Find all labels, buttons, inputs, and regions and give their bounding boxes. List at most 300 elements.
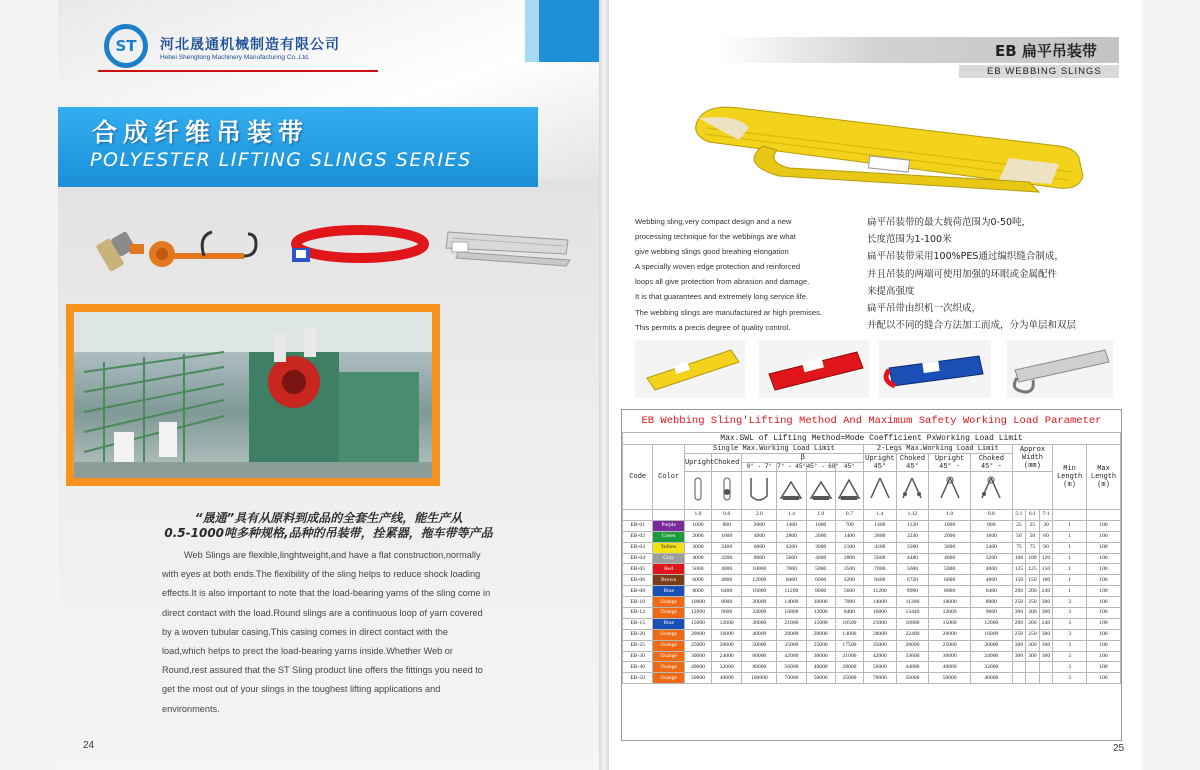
row-load-value: 40000 <box>970 673 1012 684</box>
row-width-value: 250 <box>1012 597 1026 608</box>
row-load-value: 3000 <box>684 542 711 553</box>
row-load-value: 20000 <box>806 629 835 640</box>
row-color: Orange <box>653 673 685 684</box>
header-two-choked-1-angle: 45° <box>906 462 919 471</box>
row-width-value: 300 <box>1039 629 1053 640</box>
row-load-value: 1400 <box>864 520 897 531</box>
row-load-value: 6400 <box>970 586 1012 597</box>
coefficient: 2.0 <box>742 510 777 521</box>
row-load-value: 21000 <box>777 618 806 629</box>
row-width-value: 300 <box>1039 608 1053 619</box>
row-load-value: 4000 <box>970 564 1012 575</box>
row-load-value: 6000 <box>742 542 777 553</box>
header-two-upright-1-label: Upright <box>865 454 895 463</box>
row-color: Yellow <box>653 542 685 553</box>
row-load-value: 6400 <box>711 586 741 597</box>
row-load-value: 6000 <box>929 575 971 586</box>
row-min-length: 1 <box>1053 531 1087 542</box>
row-max-length: 100 <box>1086 651 1120 662</box>
row-load-value: 4800 <box>970 575 1012 586</box>
ratio: 6:1 <box>1026 510 1040 521</box>
divider <box>98 70 378 72</box>
left-page <box>58 0 599 770</box>
row-code: EB-40 <box>623 662 653 673</box>
table-row <box>623 531 1121 542</box>
table-row <box>623 651 1121 662</box>
row-color: Blue <box>653 618 685 629</box>
row-load-value: 14000 <box>835 629 863 640</box>
row-load-value: 4000 <box>806 553 835 564</box>
row-load-value: 4000 <box>742 531 777 542</box>
coefficient: 0.7 <box>835 510 863 521</box>
row-load-value: 12000 <box>929 608 971 619</box>
row-load-value: 2240 <box>896 531 929 542</box>
row-width-value: 180 <box>1039 575 1053 586</box>
row-width-value: 90 <box>1039 542 1053 553</box>
row-load-value: 2000 <box>684 531 711 542</box>
row-load-value: 40000 <box>806 662 835 673</box>
row-load-value: 40000 <box>711 673 741 684</box>
coefficient-spacer <box>653 510 685 521</box>
body-line: get the most out of your slings in the toughest lifting applications and <box>162 684 441 695</box>
row-width-value: 240 <box>1039 586 1053 597</box>
method-icon-basket-7-45 <box>777 472 806 510</box>
factory-photo <box>74 312 432 478</box>
row-load-value: 15000 <box>929 618 971 629</box>
page-title-cn: 合成纤维吊装带 <box>92 118 310 147</box>
header-two-choked-1 <box>896 454 929 472</box>
row-code: EB-50 <box>623 673 653 684</box>
row-load-value: 4200 <box>835 575 863 586</box>
row-load-value: 16000 <box>711 629 741 640</box>
row-load-value: 5000 <box>806 564 835 575</box>
row-max-length: 100 <box>1086 542 1120 553</box>
row-load-value: 4200 <box>864 542 897 553</box>
page-title-en: POLYESTER LIFTING SLINGS SERIES <box>90 149 472 171</box>
round-sling-image <box>290 222 430 270</box>
right-page <box>609 0 1142 770</box>
row-load-value: 5600 <box>864 553 897 564</box>
row-color: Orange <box>653 629 685 640</box>
row-width-value: 300 <box>1039 640 1053 651</box>
row-load-value: 2800 <box>864 531 897 542</box>
table-row <box>623 575 1121 586</box>
row-load-value: 80000 <box>742 662 777 673</box>
row-max-length: 100 <box>1086 575 1120 586</box>
headline-line-2: 0.5-1000吨多种规格,品种的吊装带，拴紧器，拖车带等产品 <box>164 526 493 540</box>
corner-decoration <box>539 0 599 62</box>
row-load-value: 10500 <box>835 618 863 629</box>
header-width <box>1012 445 1053 472</box>
row-code: EB-15 <box>623 618 653 629</box>
row-load-value: 3500 <box>835 564 863 575</box>
table-row <box>623 673 1121 684</box>
page-number: 24 <box>83 740 95 751</box>
row-width-value: 300 <box>1039 597 1053 608</box>
row-load-value: 13440 <box>896 608 929 619</box>
table-row <box>623 629 1121 640</box>
row-color: Orange <box>653 662 685 673</box>
row-load-value: 1400 <box>777 520 806 531</box>
header-choked: Choked <box>711 454 741 472</box>
row-load-value: 56000 <box>896 673 929 684</box>
row-color: Orange <box>653 651 685 662</box>
row-max-length: 100 <box>1086 662 1120 673</box>
row-min-length: 3 <box>1053 662 1087 673</box>
row-load-value: 10000 <box>684 597 711 608</box>
coefficient-spacer <box>1053 510 1087 521</box>
desc-en-line: give webbing slings good breahing elongation <box>635 247 789 257</box>
row-load-value: 8400 <box>777 575 806 586</box>
coefficient: 1.0 <box>929 510 971 521</box>
row-width-value: 300 <box>1012 651 1026 662</box>
row-load-value: 700 <box>835 520 863 531</box>
row-load-value: 4000 <box>684 553 711 564</box>
body-line: load,which helps to prect the load-bearing yarns inside.Whether Web or <box>162 646 453 657</box>
row-max-length: 100 <box>1086 531 1120 542</box>
row-load-value: 60000 <box>742 651 777 662</box>
row-load-value: 14000 <box>864 597 897 608</box>
row-load-value: 12000 <box>684 608 711 619</box>
header-min: Min <box>1063 465 1076 473</box>
header-length: Length <box>1090 473 1117 481</box>
row-width-value: 125 <box>1026 564 1040 575</box>
row-load-value: 8000 <box>929 586 971 597</box>
row-load-value: 28000 <box>777 629 806 640</box>
desc-cn-line: 扁平吊装带采用100%PES通过编织缝合制成， <box>867 251 1064 263</box>
header-max: Max <box>1097 465 1110 473</box>
header-beta-2: 7° - 45° <box>777 463 807 470</box>
row-color: Blue <box>653 586 685 597</box>
row-width-value: 150 <box>1039 564 1053 575</box>
header-beta: β <box>742 454 864 463</box>
row-load-value: 1000 <box>806 520 835 531</box>
table-title: EB Webbing Sling'Lifting Method And Maximum Safety Working Load Parameter <box>641 415 1102 427</box>
row-load-value: 70000 <box>864 673 897 684</box>
row-width-value: 75 <box>1026 542 1040 553</box>
row-load-value: 4800 <box>711 575 741 586</box>
row-width-value <box>1039 673 1053 684</box>
row-code: EB-08 <box>623 586 653 597</box>
coefficient: 0.8 <box>970 510 1012 521</box>
row-load-value: 5600 <box>896 564 929 575</box>
row-load-value: 70000 <box>777 673 806 684</box>
row-load-value: 25000 <box>684 640 711 651</box>
header-code: Code <box>623 445 653 510</box>
header-row <box>623 433 1121 445</box>
row-max-length: 100 <box>1086 597 1120 608</box>
row-load-value: 6720 <box>896 575 929 586</box>
row-width-value: 30 <box>1039 520 1053 531</box>
row-load-value: 30000 <box>929 651 971 662</box>
body-line: Web Slings are flexible,linghtweight,and have a flat construction,normally <box>184 550 481 560</box>
row-min-length: 3 <box>1053 640 1087 651</box>
row-load-value: 12000 <box>970 618 1012 629</box>
row-width-value <box>1012 673 1026 684</box>
row-code: EB-05 <box>623 564 653 575</box>
row-load-value: 2000 <box>929 531 971 542</box>
row-load-value: 35000 <box>835 673 863 684</box>
yellow-webbing-sling-image <box>679 88 1099 196</box>
method-icon-basket-45 <box>835 472 863 510</box>
header-two-upright-1 <box>864 454 897 472</box>
body-text <box>162 546 538 719</box>
headline-line-1: “晟通”具有从原料到成品的全套生产线，能生产从 <box>194 511 463 525</box>
row-load-value: 8000 <box>711 597 741 608</box>
method-icon-2leg-upright-1 <box>864 472 897 510</box>
sling-thumb-blue <box>879 340 991 398</box>
row-color: Gray <box>653 553 685 564</box>
section-title: EB 扁平吊装带 <box>995 42 1097 60</box>
company-name-cn: 河北晟通机械制造有限公司 <box>160 37 340 53</box>
row-load-value: 1000 <box>929 520 971 531</box>
row-max-length: 100 <box>1086 564 1120 575</box>
row-max-length: 100 <box>1086 673 1120 684</box>
row-width-value: 50 <box>1026 531 1040 542</box>
webbing-sling-image <box>438 222 578 270</box>
row-load-value: 9600 <box>711 608 741 619</box>
row-load-value: 50000 <box>684 673 711 684</box>
row-load-value: 50000 <box>929 673 971 684</box>
row-load-value: 1120 <box>896 520 929 531</box>
row-load-value: 24000 <box>970 651 1012 662</box>
row-load-value: 10000 <box>806 597 835 608</box>
row-load-value: 16800 <box>896 618 929 629</box>
row-load-value: 2400 <box>970 542 1012 553</box>
row-load-value: 8400 <box>835 608 863 619</box>
row-load-value: 30000 <box>806 651 835 662</box>
row-width-value: 50 <box>1012 531 1026 542</box>
row-max-length: 100 <box>1086 608 1120 619</box>
row-load-value: 9600 <box>970 608 1012 619</box>
row-code: EB-06 <box>623 575 653 586</box>
row-load-value: 4200 <box>777 542 806 553</box>
row-load-value: 7000 <box>835 597 863 608</box>
row-load-value: 10000 <box>742 564 777 575</box>
row-width-value: 250 <box>1012 629 1026 640</box>
row-load-value: 16000 <box>970 629 1012 640</box>
row-load-value: 28000 <box>835 662 863 673</box>
header-two-upright-2 <box>929 454 971 472</box>
row-min-length: 3 <box>1053 651 1087 662</box>
row-load-value: 10000 <box>929 597 971 608</box>
row-load-value: 8400 <box>864 575 897 586</box>
desc-cn-line: 并且吊装的两端可使用加强的环眼或金属配件 <box>867 268 1058 280</box>
table-row <box>623 618 1121 629</box>
row-min-length: 3 <box>1053 597 1087 608</box>
header-two-choked-2-label: Choked <box>978 454 1004 463</box>
method-icons-row <box>623 472 1121 510</box>
row-load-value: 28000 <box>896 640 929 651</box>
table-row <box>623 662 1121 673</box>
row-load-value: 8960 <box>896 586 929 597</box>
row-load-value: 2100 <box>835 542 863 553</box>
row-load-value: 8000 <box>684 586 711 597</box>
company-name-en: Hebei Shengtong Machinery Manufacturing Co.,Ltd. <box>160 54 310 61</box>
row-load-value: 16000 <box>742 586 777 597</box>
header-max-length <box>1086 445 1120 510</box>
load-table <box>622 432 1121 684</box>
row-width-value: 240 <box>1039 618 1053 629</box>
table-row <box>623 597 1121 608</box>
row-width-value <box>1039 662 1053 673</box>
coefficient-spacer <box>623 510 653 521</box>
row-load-value: 56000 <box>777 662 806 673</box>
row-load-value: 100000 <box>742 673 777 684</box>
row-load-value: 30000 <box>684 651 711 662</box>
load-parameter-table <box>621 409 1122 741</box>
row-load-value: 22400 <box>896 629 929 640</box>
header-beta-4: 45° <box>835 463 863 472</box>
header-upright: Upright <box>684 454 711 472</box>
row-min-length: 1 <box>1053 564 1087 575</box>
row-width-value: 100 <box>1012 553 1026 564</box>
row-code: EB-30 <box>623 651 653 662</box>
row-load-value: 20000 <box>970 640 1012 651</box>
row-code: EB-01 <box>623 520 653 531</box>
row-width-value: 60 <box>1039 531 1053 542</box>
row-load-value: 56000 <box>864 662 897 673</box>
row-width-value: 200 <box>1012 618 1026 629</box>
table-row <box>623 640 1121 651</box>
row-load-value: 3360 <box>896 542 929 553</box>
description-en <box>635 214 863 335</box>
section-subtitle: EB WEBBING SLINGS <box>987 66 1102 77</box>
row-code: EB-25 <box>623 640 653 651</box>
body-line: Round,rest assured that the ST Sling product line offers the fittings you need to <box>162 665 483 676</box>
row-load-value: 2000 <box>806 531 835 542</box>
sling-thumb-yellow <box>635 340 745 398</box>
row-width-value <box>1012 662 1026 673</box>
method-icon-choked <box>711 472 741 510</box>
method-icon-2leg-choked-1 <box>896 472 929 510</box>
row-load-value: 16800 <box>777 608 806 619</box>
ratio: 5:1 <box>1012 510 1026 521</box>
row-min-length: 3 <box>1053 673 1087 684</box>
row-width-value: 120 <box>1039 553 1053 564</box>
row-width-value: 300 <box>1026 640 1040 651</box>
coefficient-row <box>623 510 1121 521</box>
row-load-value: 6000 <box>806 575 835 586</box>
row-load-value: 21000 <box>864 618 897 629</box>
row-width-value: 250 <box>1026 597 1040 608</box>
row-load-value: 1000 <box>684 520 711 531</box>
row-color: Orange <box>653 597 685 608</box>
desc-cn-line: 并配以不同的缝合方法加工而成，分为单层和双层 <box>867 320 1077 332</box>
row-load-value: 24000 <box>742 608 777 619</box>
row-load-value: 8000 <box>970 597 1012 608</box>
header-two-choked-2 <box>970 454 1012 472</box>
row-load-value: 1400 <box>835 531 863 542</box>
row-code: EB-04 <box>623 553 653 564</box>
header-two-upright-2-angle: 45° - <box>939 462 961 471</box>
row-code: EB-12 <box>623 608 653 619</box>
row-width-value: 100 <box>1026 553 1040 564</box>
row-color: Green <box>653 531 685 542</box>
row-max-length: 100 <box>1086 586 1120 597</box>
row-load-value: 14000 <box>777 597 806 608</box>
row-width-value: 200 <box>1026 618 1040 629</box>
row-load-value: 800 <box>711 520 741 531</box>
header-width-unit: (mm) <box>1024 462 1041 470</box>
body-line: effects.It is also important to note that the load-bearing yarns of the sling come in <box>162 588 491 599</box>
coefficient: 1.4 <box>777 510 806 521</box>
sling-thumb-grey <box>1007 340 1113 398</box>
row-min-length: 3 <box>1053 629 1087 640</box>
body-line: by a woven tubular casing.This casing comes in direct contact with the <box>162 626 448 637</box>
row-load-value: 24000 <box>711 651 741 662</box>
row-min-length: 3 <box>1053 618 1087 629</box>
row-load-value: 20000 <box>684 629 711 640</box>
row-load-value: 7000 <box>864 564 897 575</box>
row-load-value: 1600 <box>711 531 741 542</box>
row-width-value <box>1026 662 1040 673</box>
row-code: EB-20 <box>623 629 653 640</box>
row-color: Orange <box>653 608 685 619</box>
row-max-length: 100 <box>1086 618 1120 629</box>
row-load-value: 20000 <box>929 629 971 640</box>
header-approx: Approx <box>1019 446 1046 454</box>
row-load-value: 8000 <box>742 553 777 564</box>
ratio: 7:1 <box>1039 510 1053 521</box>
desc-en-line: A specially woven edge protection and reinforced <box>635 262 801 272</box>
coefficient: 1.0 <box>684 510 711 521</box>
coefficient: 1.4 <box>864 510 897 521</box>
row-load-value: 17500 <box>835 640 863 651</box>
row-code: EB-10 <box>623 597 653 608</box>
row-load-value: 3000 <box>929 542 971 553</box>
row-max-length: 100 <box>1086 553 1120 564</box>
sling-thumb-red <box>759 340 869 398</box>
desc-cn-line: 长度范围为1-100米 <box>867 234 952 246</box>
row-width-value: 25 <box>1026 520 1040 531</box>
row-load-value: 6000 <box>684 575 711 586</box>
table-body <box>623 520 1121 683</box>
row-load-value: 11200 <box>896 597 929 608</box>
header-two-choked-1-label: Choked <box>899 454 926 463</box>
header-min-length <box>1053 445 1087 510</box>
row-width-value: 300 <box>1012 640 1026 651</box>
header-two-choked-2-angle: 45° - <box>980 462 1002 471</box>
row-width-value: 150 <box>1026 575 1040 586</box>
row-load-value: 12000 <box>711 618 741 629</box>
row-load-value: 15000 <box>684 618 711 629</box>
row-max-length: 100 <box>1086 640 1120 651</box>
row-load-value: 4480 <box>896 553 929 564</box>
table-row <box>623 564 1121 575</box>
desc-en-line: loops all give protection from abrasion and damage. <box>635 277 810 287</box>
row-load-value: 5600 <box>777 553 806 564</box>
header-row <box>623 445 1121 454</box>
row-width-value: 200 <box>1012 586 1026 597</box>
row-width-value: 200 <box>1026 586 1040 597</box>
row-load-value: 4000 <box>929 553 971 564</box>
row-load-value: 3000 <box>806 542 835 553</box>
coefficient: 1.0 <box>806 510 835 521</box>
row-load-value: 4000 <box>711 564 741 575</box>
header-length: Length <box>1056 473 1083 481</box>
row-load-value: 40000 <box>929 662 971 673</box>
row-load-value: 50000 <box>742 640 777 651</box>
row-width-value: 300 <box>1039 651 1053 662</box>
row-load-value: 35000 <box>777 640 806 651</box>
company-logo: ST <box>104 24 148 68</box>
coefficient: 0.8 <box>711 510 741 521</box>
desc-en-line: processing technique for the webbings are what <box>635 232 796 242</box>
row-width-value: 150 <box>1012 575 1026 586</box>
desc-cn-line: 扁平吊带由织机一次织成， <box>867 303 982 315</box>
row-min-length: 3 <box>1053 608 1087 619</box>
